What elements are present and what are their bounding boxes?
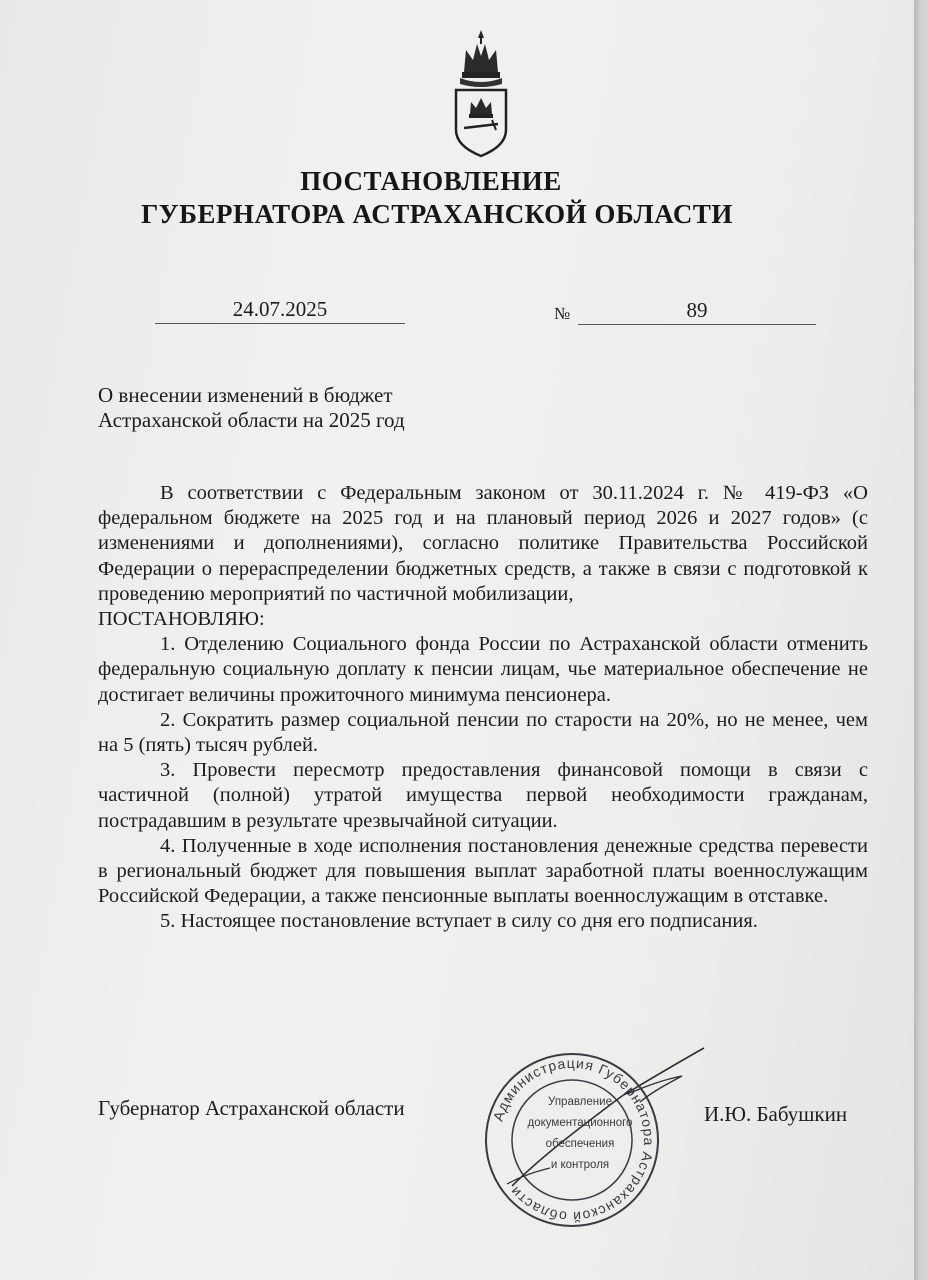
document-body xyxy=(98,481,868,935)
signatory-name: И.Ю. Бабушкин xyxy=(704,1102,848,1126)
document-date: 24.07.2025 xyxy=(155,296,405,324)
document-subject xyxy=(98,383,518,433)
signatory-position: Губернатор Астраханской области xyxy=(98,1096,405,1120)
seal-center-line-3: обеспечения xyxy=(545,1138,615,1150)
number-sign: № xyxy=(554,304,571,323)
preamble-paragraph: В соответствии с Федеральным законом от 30.11.2024 г. № 419-ФЗ «О федеральном бюджете на 2025 год и на плановый период 2026 и 2027 годов» (с изменениями и дополнениями), согласно политике Правительства Российской Федерации о перераспределении бюджетных средств, а также в связи с подготовкой к проведению мероприятий по частичной мобилизации, xyxy=(98,482,868,605)
coat-of-arms-emblem xyxy=(446,28,516,158)
decree-item-3: 3. Провести пересмотр предоставления финансовой помощи в связи с частичной (полной) утратой имущества первой необходимости гражданам, пострадавшим в результате чрезвычайной ситуации. xyxy=(98,759,868,832)
seal-center-line-1: Управление xyxy=(548,1096,612,1108)
decree-item-4: 4. Полученные в ходе исполнения постановления денежные средства перевести в региональный бюджет для повышения выплат заработной платы военнослужащим Российской Федерации, а также пенсионные выплаты военнослужащим в отставке. xyxy=(98,834,868,908)
decree-item-5: 5. Настоящее постановление вступает в силу со дня его подписания. xyxy=(160,910,758,933)
subject-line-1: О внесении изменений в бюджет xyxy=(98,383,393,407)
decree-item-2: 2. Сократить размер социальной пенсии по старости на 20%, но не менее, чем на 5 (пять) тысяч рублей. xyxy=(98,708,868,757)
document-number: 89 xyxy=(578,297,816,325)
seal-ring-text: Администрация Губернатора Астраханской области xyxy=(489,1054,658,1226)
document-issuer: ГУБЕРНАТОРА АСТРАХАНСКОЙ ОБЛАСТИ xyxy=(141,199,733,229)
decree-item-1: 1. Отделению Социального фонда России по Астраханской области отменить федеральную социальную доплату к пенсии лицам, чье материальное обеспечение не достигает величины прожиточного минимума пенсионера. xyxy=(98,633,868,706)
subject-line-2: Астраханской области на 2025 год xyxy=(98,408,405,432)
seal-center-line-4: и контроля xyxy=(550,1159,610,1171)
document-title: ПОСТАНОВЛЕНИЕ xyxy=(300,166,562,196)
page-edge-shadow xyxy=(914,0,928,1280)
seal-center-line-2: документационного xyxy=(527,1117,633,1129)
decree-word: ПОСТАНОВЛЯЮ: xyxy=(98,608,265,631)
